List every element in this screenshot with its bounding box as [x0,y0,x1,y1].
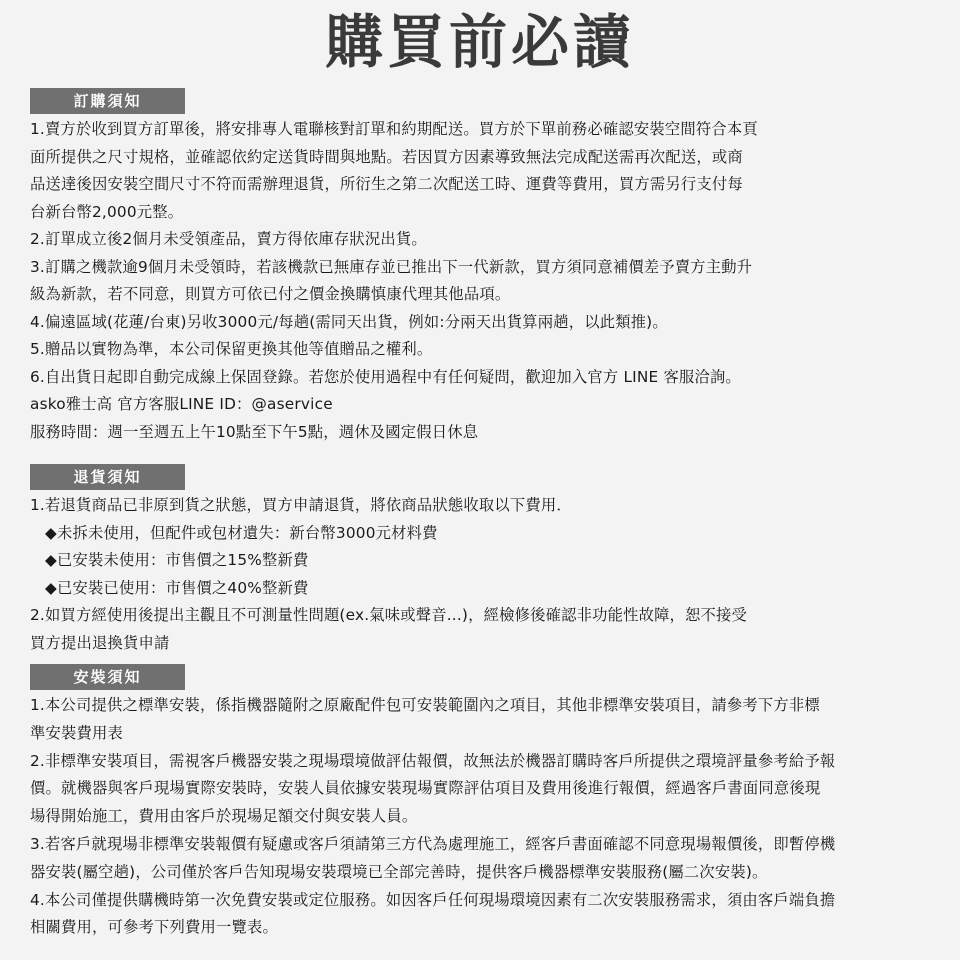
page-title: 購買前必讀 [324,8,635,76]
install-notice-body [30,692,935,942]
order-notice-line: 4.偏遠區域(花蓮/台東)另收3000元/每趟(需同天出貨，例如:分兩天出貨算兩趟，以此類推)。 [30,312,668,331]
install-notice-header: 安裝須知 [30,664,185,690]
return-notice-header: 退貨須知 [30,464,185,490]
install-notice-line: 相關費用，可參考下列費用一覽表。 [30,918,278,937]
install-notice-line: 價。就機器與客戶現場實際安裝時，安裝人員依據安裝現場實際評估項目及費用後進行報價，經過客戶書面同意後現 [30,779,821,798]
install-notice-line: 1.本公司提供之標準安裝，係指機器隨附之原廠配件包可安裝範圍內之項目，其他非標準安裝項目，請參考下方非標 [30,696,820,714]
order-notice-line: 1.賣方於收到買方訂單後，將安排專人電聯核對訂單和約期配送。買方於下單前務必確認安裝空間符合本頁 [30,120,758,138]
order-notice-section [30,88,935,446]
install-notice-line: 準安裝費用表 [30,723,123,742]
order-notice-line: 品送達後因安裝空間尺寸不符而需辦理退貨，所衍生之第二次配送工時、運費等費用，買方需另行支付每 [30,175,743,193]
order-notice-body [30,116,935,446]
install-notice-line: 4.本公司僅提供購機時第一次免費安裝或定位服務。如因客戶任何現場環境因素有二次安裝服務需求，須由客戶端負擔 [30,890,836,909]
return-fee-item: ◆已安裝已使用：市售價之40%整新費 [45,578,309,597]
install-notice-line: 3.若客戶就現場非標準安裝報價有疑慮或客戶須請第三方代為處理施工，經客戶書面確認不同意現場報價後，即暫停機 [30,834,836,853]
return-notice-section [30,464,935,657]
return-notice-line: 1.若退貨商品已非原到貨之狀態，買方申請退貨，將依商品狀態收取以下費用． [30,496,572,514]
order-notice-line: 級為新款，若不同意，則買方可依已付之價金換購慎康代理其他品項。 [30,285,511,303]
install-notice-line: 場得開始施工，費用由客戶於現場足額交付與安裝人員。 [30,807,418,826]
return-notice-body [30,492,935,657]
order-notice-line: 面所提供之尺寸規格，並確認依約定送貨時間與地點。若因買方因素導致無法完成配送需再次配送，或商 [30,147,743,166]
install-notice-line: 器安裝(屬空趟)，公司僅於客戶告知現場安裝環境已全部完善時，提供客戶機器標準安裝服務(屬二次安裝)。 [30,862,768,881]
line-id-text: asko雅士高 官方客服LINE ID：@aservice [30,395,333,413]
return-fee-item: ◆未拆未使用，但配件或包材遺失：新台幣3000元材料費 [45,523,438,542]
order-notice-line: 5.贈品以實物為準，本公司保留更換其他等值贈品之權利。 [30,340,433,358]
service-hours-text: 服務時間：週一至週五上午10點至下午5點，週休及國定假日休息 [30,422,479,441]
return-notice-line: 買方提出退換貨申請 [30,633,170,652]
order-notice-line: 6.自出貨日起即自動完成線上保固登錄。若您於使用過程中有任何疑問，歡迎加入官方 LINE 客服洽詢。 [30,367,741,386]
install-notice-line: 2.非標準安裝項目，需視客戶機器安裝之現場環境做評估報價，故無法於機器訂購時客戶所提供之環境評量參考給予報 [30,751,836,770]
order-notice-line: 3.訂購之機款逾9個月未受領時，若該機款已無庫存並已推出下一代新款，買方須同意補價差予賣方主動升 [30,257,753,276]
order-notice-line: 台新台幣2,000元整。 [30,202,184,221]
return-fee-item: ◆已安裝未使用：市售價之15%整新費 [45,551,309,569]
return-notice-line: 2.如買方經使用後提出主觀且不可測量性問題(ex.氣味或聲音...)，經檢修後確認非功能性故障，恕不接受 [30,606,748,624]
install-notice-section [30,664,935,942]
order-notice-header: 訂購須知 [30,88,185,114]
order-notice-line: 2.訂單成立後2個月未受領產品，賣方得依庫存狀況出貨。 [30,230,427,248]
